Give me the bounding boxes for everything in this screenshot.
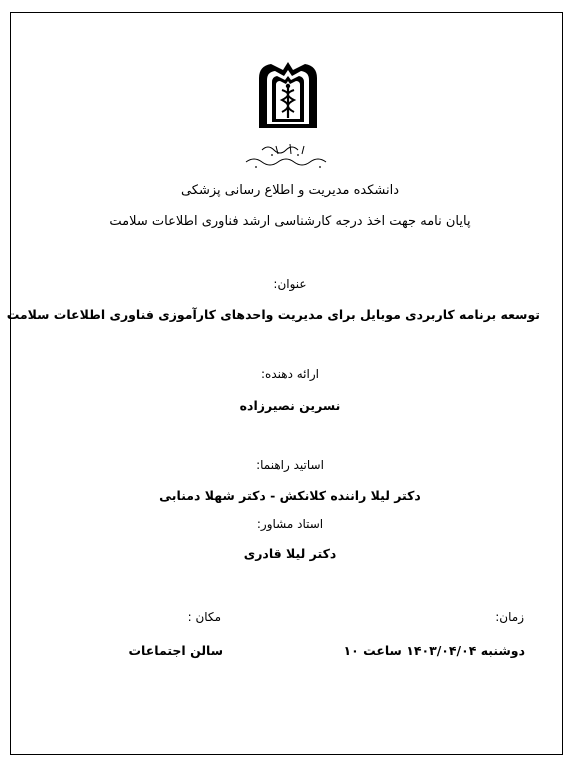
presenter-label: ارائه دهنده: <box>261 367 319 381</box>
advisor-label: استاد مشاور: <box>256 517 324 531</box>
supervisors-label: اساتید راهنما: <box>256 458 324 472</box>
supervisors-names: دکتر لیلا راننده کلانکش - دکتر شهلا دمنابی <box>159 488 421 503</box>
thesis-degree-line: پایان نامه جهت اخذ درجه کارشناسی ارشد فناوری اطلاعات سلامت <box>109 214 471 229</box>
presenter-name: نسرین نصیرزاده <box>239 398 341 413</box>
place-value: سالن اجتماعات <box>128 643 223 658</box>
title-label: عنوان: <box>273 277 307 291</box>
emblem-calligraphy-icon <box>232 140 344 170</box>
time-value: دوشنبه ۱۴۰۳/۰۴/۰۴ ساعت ۱۰ <box>343 643 525 658</box>
place-label: مکان : <box>187 610 221 624</box>
thesis-title: توسعه برنامه کاربردی موبایل برای مدیریت واحدهای کارآموزی فناوری اطلاعات سلامت <box>6 307 540 322</box>
university-emblem-icon <box>255 60 321 130</box>
time-label: زمان: <box>495 610 524 624</box>
advisor-name: دکتر لیلا قادری <box>243 546 337 561</box>
faculty-name: دانشکده مدیریت و اطلاع رسانی پزشکی <box>180 183 400 198</box>
